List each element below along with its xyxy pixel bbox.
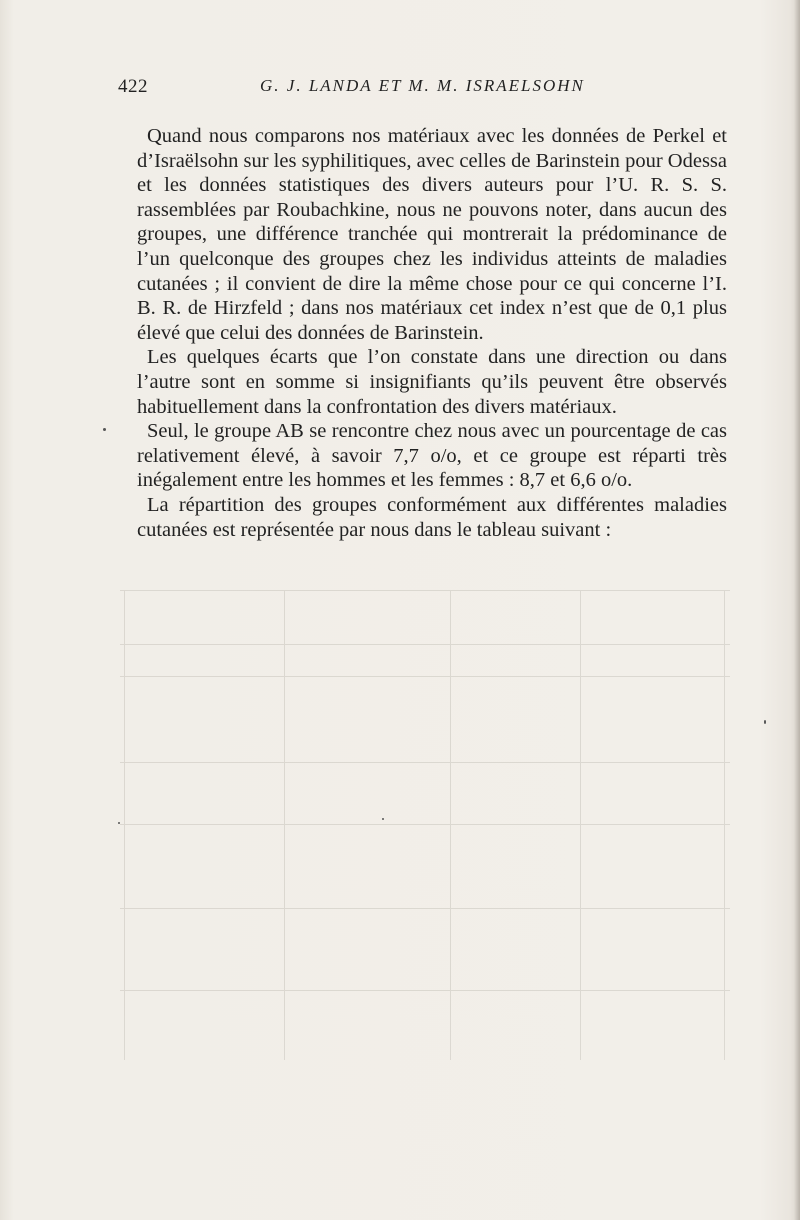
bleed-rule — [120, 908, 730, 909]
paper-speck — [382, 818, 384, 820]
bleed-rule — [124, 590, 125, 1060]
paragraph-1: Quand nous comparons nos matériaux avec les données de Perkel et d’Israëlsohn sur les syphilitiques, avec celles de Barinstein pour Odessa et les données statistiques des divers auteurs pour l’U. R. S. S. rassemblées par Roubachkine, nous ne pouvons noter, dans aucun des groupes, une différence tranchée qui montrerait la prédominance de l’un quelconque des groupes chez les individus atteints de maladies cutanées ; il convient de dire la même chose pour ce qui concerne l’I. B. R. de Hirzfeld ; dans nos matériaux cet index n’est que de 0,1 plus élevé que celui des données de Barinstein. — [137, 125, 727, 344]
page-header — [118, 76, 728, 102]
body-text — [137, 124, 727, 542]
running-head: G. J. LANDA ET M. M. ISRAELSOHN — [260, 76, 585, 95]
bleed-rule — [120, 676, 730, 677]
bleed-rule — [120, 590, 730, 591]
paragraph-4: La répartition des groupes conformément aux différentes maladies cutanées est représentée par nous dans le tableau suivant : — [137, 493, 727, 541]
bleed-rule — [120, 644, 730, 645]
paper-speck — [764, 720, 766, 724]
paragraph-3: Seul, le groupe AB se rencontre chez nous avec un pourcentage de cas relativement élevé, à savoir 7,7 o/o, et ce groupe est réparti très inégalement entre les hommes et les femmes : 8,7 et 6,6 o/o. — [137, 420, 727, 492]
page-number: 422 — [118, 76, 148, 97]
bleed-rule — [580, 590, 581, 1060]
bleed-rule — [120, 762, 730, 763]
bleed-rule — [450, 590, 451, 1060]
page-edge-shadow — [794, 0, 800, 1220]
bleed-rule — [120, 990, 730, 991]
bleed-rule — [284, 590, 285, 1060]
bleed-through-table — [120, 590, 730, 1060]
paper-speck — [118, 822, 120, 824]
bleed-rule — [120, 824, 730, 825]
paragraph-2: Les quelques écarts que l’on constate dans une direction ou dans l’autre sont en somme si insignifiants qu’ils peuvent être observés habituellement dans la confrontation des divers matériaux. — [137, 346, 727, 418]
paper-speck — [103, 428, 106, 431]
bleed-rule — [724, 590, 725, 1060]
